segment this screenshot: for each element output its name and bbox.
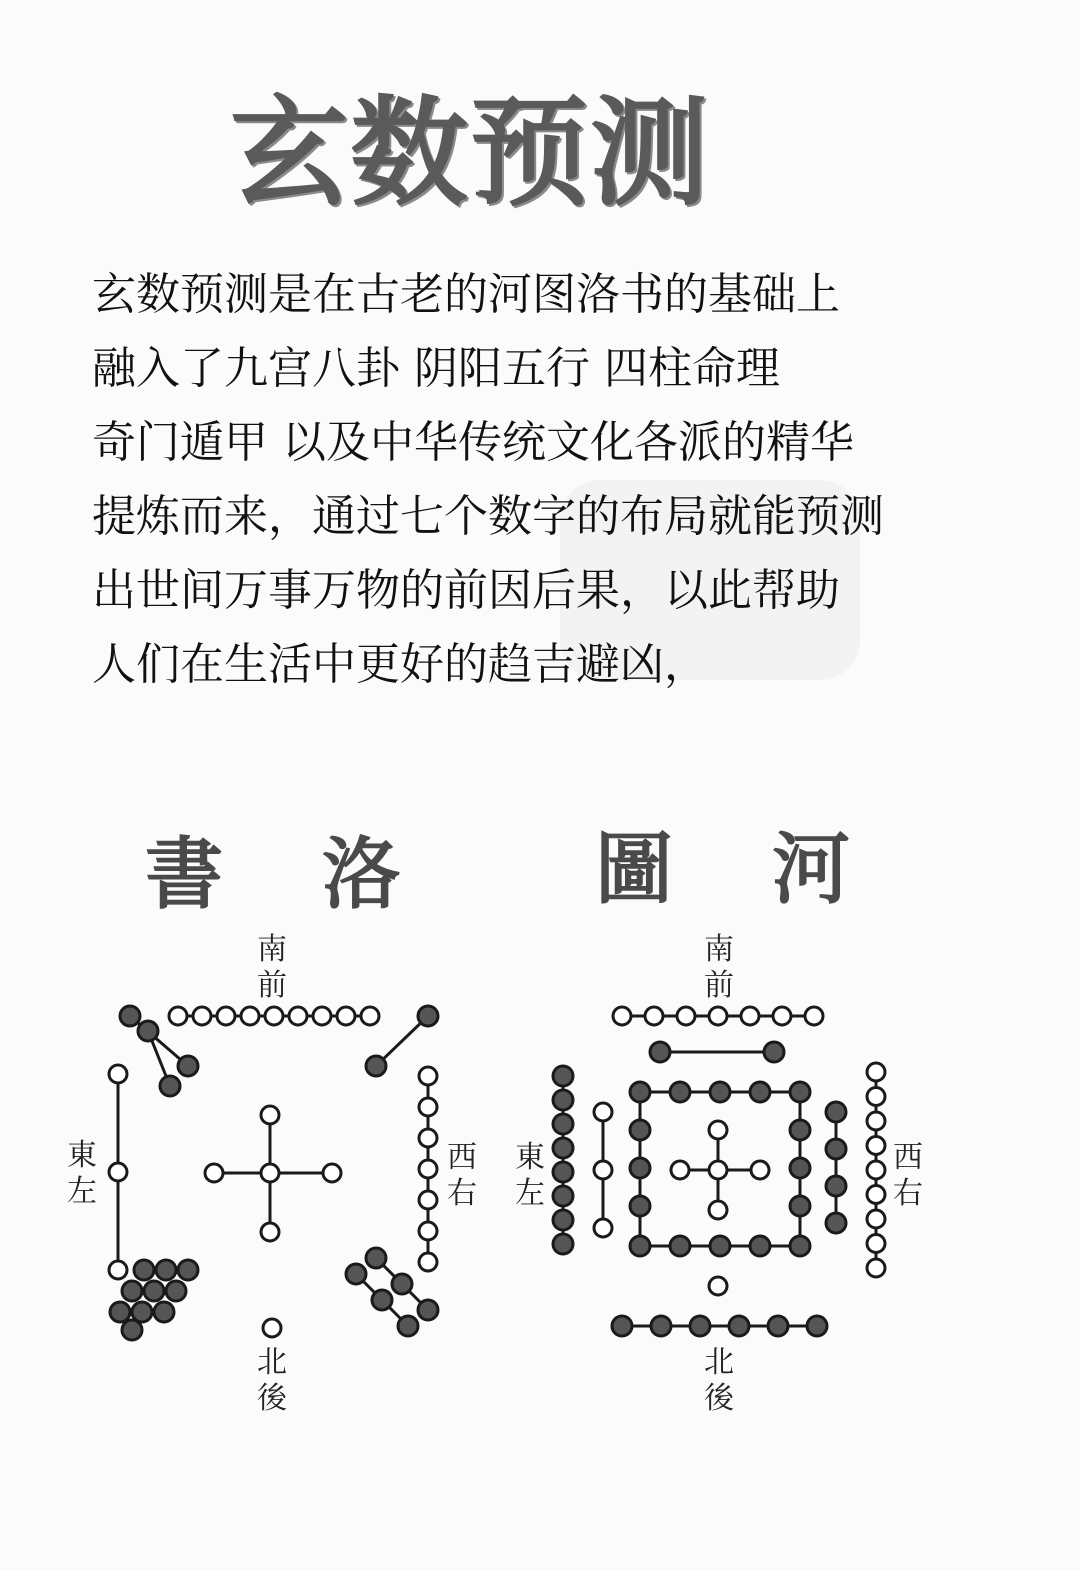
yin-dot [366, 1248, 386, 1268]
yang-dot [419, 1222, 437, 1240]
yin-dot [418, 1300, 438, 1320]
yang-dot [217, 1007, 235, 1025]
yin-dot [710, 1236, 730, 1256]
yang-dot [193, 1007, 211, 1025]
yin-dot [346, 1264, 366, 1284]
yin-dot [764, 1042, 784, 1062]
yin-dot [630, 1120, 650, 1140]
yang-dot [261, 1164, 279, 1182]
yang-dot [109, 1163, 127, 1181]
yang-dot [709, 1201, 727, 1219]
yin-dot [398, 1316, 418, 1336]
yin-dot [553, 1138, 573, 1158]
yin-dot [166, 1281, 186, 1301]
yang-dot [709, 1277, 727, 1295]
yin-dot [630, 1158, 650, 1178]
yin-dot [120, 1006, 140, 1026]
luoshu-south-label: 南 前 [257, 932, 287, 1003]
yang-dot [709, 1007, 727, 1025]
yang-dot [109, 1065, 127, 1083]
yin-dot [826, 1139, 846, 1159]
yang-dot [265, 1007, 283, 1025]
yin-dot [178, 1260, 198, 1280]
yang-dot [419, 1129, 437, 1147]
luoshu-west-label: 西 右 [447, 1140, 477, 1211]
yang-dot [867, 1186, 885, 1204]
yang-dot [867, 1137, 885, 1155]
paragraph-line: 融入了九宫八卦 阴阳五行 四柱命理 [92, 343, 780, 394]
yang-dot [109, 1261, 127, 1279]
yang-dot [169, 1007, 187, 1025]
yang-dot [867, 1112, 885, 1130]
yin-dot [372, 1290, 392, 1310]
yang-dot [594, 1103, 612, 1121]
yin-dot [553, 1090, 573, 1110]
yin-dot [807, 1316, 827, 1336]
paragraph-line: 提炼而来，通过七个数字的布局就能预测 [92, 491, 884, 542]
yang-dot [867, 1210, 885, 1228]
yang-dot [241, 1007, 259, 1025]
yang-dot [361, 1007, 379, 1025]
yin-dot [790, 1158, 810, 1178]
luoshu-heading-char-1: 書 [145, 829, 224, 920]
yin-dot [553, 1186, 573, 1206]
hetu-south-label: 南 前 [704, 932, 734, 1003]
yang-dot [867, 1088, 885, 1106]
yang-dot [741, 1007, 759, 1025]
yang-dot [594, 1161, 612, 1179]
yin-dot [750, 1082, 770, 1102]
paragraph-line: 奇门遁甲 以及中华传统文化各派的精华 [92, 417, 854, 468]
yang-dot [867, 1235, 885, 1253]
yang-dot [645, 1007, 663, 1025]
yin-dot [630, 1196, 650, 1216]
luoshu-heading-char-2: 洛 [322, 829, 401, 920]
yin-dot [392, 1274, 412, 1294]
yin-dot [690, 1316, 710, 1336]
yin-dot [630, 1082, 650, 1102]
yin-dot [826, 1176, 846, 1196]
yin-dot [670, 1082, 690, 1102]
yin-dot [418, 1006, 438, 1026]
yang-dot [751, 1161, 769, 1179]
yang-dot [419, 1067, 437, 1085]
yang-dot [261, 1106, 279, 1124]
yang-dot [419, 1253, 437, 1271]
yang-dot [337, 1007, 355, 1025]
yin-dot [110, 1302, 130, 1322]
yin-dot [553, 1162, 573, 1182]
yin-dot [790, 1236, 810, 1256]
yang-dot [613, 1007, 631, 1025]
yin-dot [122, 1281, 142, 1301]
yin-dot [178, 1056, 198, 1076]
yang-dot [419, 1191, 437, 1209]
yin-dot [553, 1234, 573, 1254]
luoshu-east-label: 東 左 [67, 1138, 97, 1209]
yang-dot [261, 1223, 279, 1241]
yang-dot [205, 1164, 223, 1182]
yin-dot [790, 1082, 810, 1102]
hetu-west-label: 西 右 [893, 1140, 923, 1211]
yang-dot [867, 1259, 885, 1277]
yang-dot [677, 1007, 695, 1025]
paragraph-line: 人们在生活中更好的趋吉避凶， [92, 639, 708, 690]
yin-dot [122, 1320, 142, 1340]
yin-dot [160, 1076, 180, 1096]
yin-dot [650, 1042, 670, 1062]
yin-dot [710, 1082, 730, 1102]
paragraph-line: 玄数预测是在古老的河图洛书的基础上 [92, 269, 840, 320]
yin-dot [729, 1316, 749, 1336]
yin-dot [651, 1316, 671, 1336]
luoshu-north-label: 北 後 [257, 1345, 287, 1416]
yin-dot [790, 1196, 810, 1216]
yang-dot [709, 1121, 727, 1139]
yin-dot [790, 1120, 810, 1140]
yang-dot [805, 1007, 823, 1025]
yin-dot [553, 1114, 573, 1134]
yang-dot [671, 1161, 689, 1179]
yin-dot [612, 1316, 632, 1336]
yin-dot [134, 1260, 154, 1280]
yang-dot [709, 1161, 727, 1179]
hetu-heading-char-1: 圖 [595, 824, 674, 915]
yin-dot [826, 1213, 846, 1233]
page-title: 玄数预测 [230, 84, 711, 222]
yang-dot [419, 1160, 437, 1178]
yin-dot [144, 1281, 164, 1301]
yin-dot [138, 1021, 158, 1041]
yin-dot [366, 1056, 386, 1076]
hetu-east-label: 東 左 [515, 1140, 545, 1211]
hetu-north-label: 北 後 [704, 1345, 734, 1416]
yang-dot [323, 1164, 341, 1182]
yang-dot [867, 1063, 885, 1081]
yin-dot [670, 1236, 690, 1256]
yang-dot [419, 1098, 437, 1116]
yang-dot [289, 1007, 307, 1025]
yang-dot [773, 1007, 791, 1025]
yin-dot [156, 1260, 176, 1280]
hetu-heading-char-2: 河 [772, 824, 851, 915]
yang-dot [313, 1007, 331, 1025]
yin-dot [768, 1316, 788, 1336]
yin-dot [826, 1102, 846, 1122]
yin-dot [750, 1236, 770, 1256]
yang-dot [867, 1161, 885, 1179]
yin-dot [154, 1302, 174, 1322]
yang-dot [263, 1319, 281, 1337]
yin-dot [630, 1236, 650, 1256]
yin-dot [553, 1066, 573, 1086]
yang-dot [594, 1219, 612, 1237]
yin-dot [553, 1210, 573, 1230]
paragraph-line: 出世间万事万物的前因后果，以此帮助 [92, 565, 840, 616]
